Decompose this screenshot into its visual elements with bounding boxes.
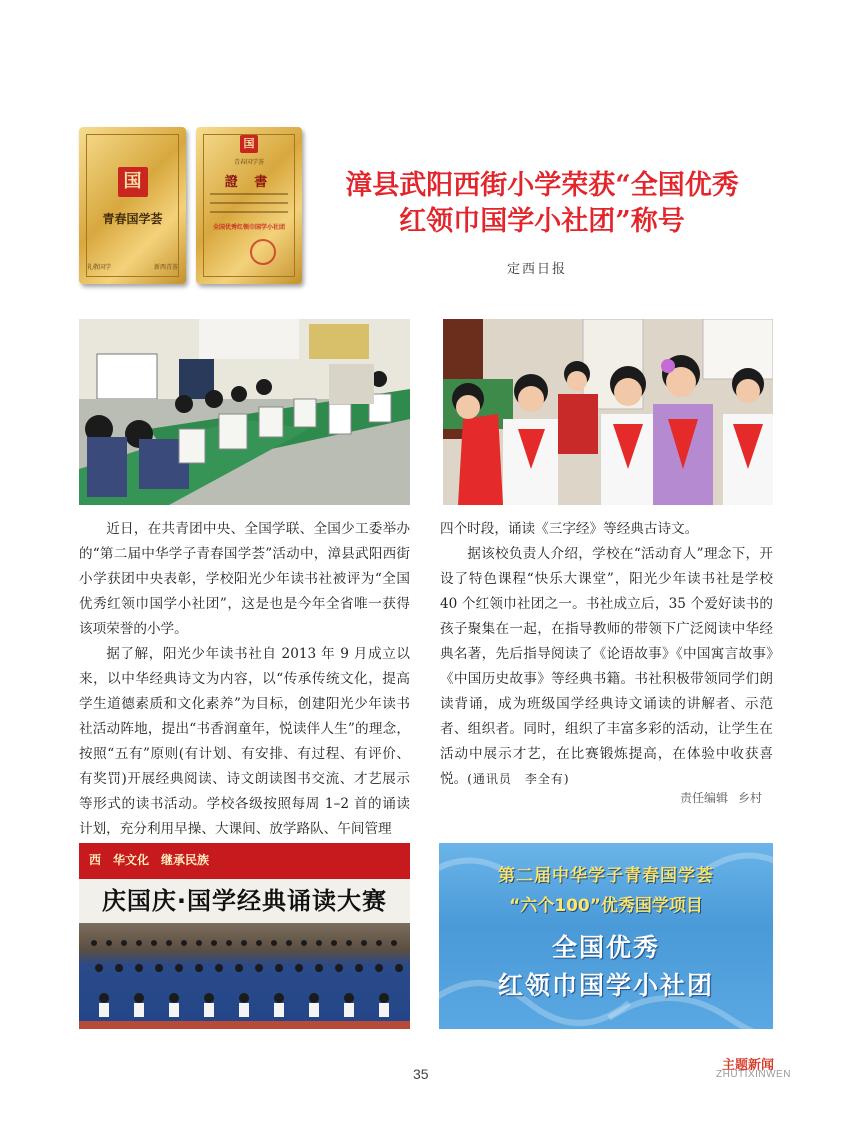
article-column-right bbox=[440, 517, 773, 792]
article-paragraph-1: 近日，在共青团中央、全国学联、全国少工委举办的“第二届中华学子青春国学荟”活动中，漳县武阳西街小学获团中央表彰，学校阳光少年读书社被评为“全国优秀红领巾国学小社团”，这是也是今年全省唯一获得该项荣誉的小学。 bbox=[79, 521, 410, 637]
certificate-text-lines bbox=[210, 193, 288, 220]
section-title-pinyin: ZHUTIXINWEN bbox=[716, 1069, 791, 1080]
certificate-image bbox=[196, 127, 302, 284]
plaque-foot-left: 礼敬国学 bbox=[87, 264, 112, 271]
recitation-photo bbox=[443, 319, 773, 505]
article-headline bbox=[316, 168, 768, 240]
editor-credit bbox=[680, 789, 780, 806]
honor-plaque-image bbox=[79, 127, 186, 284]
reading-club-photo bbox=[79, 319, 410, 505]
certificate-subtitle: 青春国学荟 bbox=[233, 159, 264, 166]
certificate-stamp bbox=[250, 239, 276, 265]
article-paragraph-continued: 四个时段，诵读《三字经》等经典古诗文。 bbox=[440, 521, 699, 537]
article-source: 定西日报 bbox=[507, 262, 568, 277]
article-column-left bbox=[79, 517, 410, 842]
section-title: 主题新闻 bbox=[722, 1058, 775, 1073]
plaque-border bbox=[86, 134, 179, 277]
award-line-event: 第二届中华学子青春国学荟 bbox=[498, 866, 714, 886]
assembly-banner: 西 华文化 继承民族 bbox=[79, 843, 410, 881]
article-paragraph-2: 据了解，阳光少年读书社自 2013 年 9 月成立以来，以中华经典诗文为内容，以“传承传统文化，提高学生道德素质和文化素养”为目标，创建阳光少年读书社活动阵地，提出“书香润童年，悦读伴人生”的理念，按照“五有”原则(有计划、有安排、有过程、有评价、有奖罚)开展经典阅读、诗文朗读图书交流、才艺展示等形式的读书活动。学校各级按照每周 1–2 首的诵读计划，充分利用早操、大课间、放学路队、午间管理 bbox=[79, 646, 410, 837]
award-line-title-1: 全国优秀 bbox=[551, 933, 660, 962]
headline-line-2: 红领巾国学小社团”称号 bbox=[399, 206, 685, 237]
editor-name: 乡村 bbox=[738, 791, 763, 805]
certificate-title: 證 書 bbox=[224, 175, 274, 190]
reporter-credit: (通讯员 李全有) bbox=[467, 772, 570, 786]
page-number: 35 bbox=[413, 1066, 429, 1082]
certificate-award-text: 全国优秀红领巾国学小社团 bbox=[212, 224, 285, 231]
recitation-contest-photo bbox=[79, 843, 410, 1029]
assembly-stage bbox=[79, 923, 410, 1029]
headline-line-1: 漳县武阳西街小学荣获“全国优秀 bbox=[345, 170, 739, 201]
certificate-emblem: 国 bbox=[240, 135, 258, 153]
student-crowd-illustration bbox=[79, 923, 410, 1029]
plaque-foot-right: 新西青荟 bbox=[153, 264, 178, 271]
reading-scene-illustration bbox=[79, 319, 410, 505]
award-line-title-2: 红领巾国学小社团 bbox=[497, 971, 714, 1000]
plaque-emblem: 国 bbox=[118, 167, 148, 197]
editor-label: 责任编辑 bbox=[680, 791, 729, 805]
assembly-backdrop-title: 庆国庆·国学经典诵读大赛 bbox=[79, 879, 410, 923]
recitation-scene-illustration bbox=[443, 319, 773, 505]
plaque-footer bbox=[87, 262, 178, 271]
article-paragraph-3-text: 据该校负责人介绍，学校在“活动育人”理念下，开设了特色课程“快乐大课堂”，阳光少年读书社是学校 40 个红领巾社团之一。书社成立后，35 个爱好读书的孩子聚集在一起，在指导教师的带领下广泛阅读中华经典名著，先后指导阅读了《论语故事》《中国寓言故事》《中国历史故事》等经典书籍。书社积极带领同学们朗读背诵，成为班级国学经典诗文诵读的讲解者、示范者、组织者。同时，组织了丰富多彩的活动，让学生在活动中展示才艺，在比赛锻炼提高，在体验中收获喜悦。 bbox=[440, 546, 773, 787]
award-screen-photo bbox=[439, 843, 773, 1029]
article-paragraph-3 bbox=[440, 542, 773, 792]
award-line-project: “六个100”优秀国学项目 bbox=[509, 896, 703, 916]
plaque-name: 青春国学荟 bbox=[102, 212, 163, 226]
